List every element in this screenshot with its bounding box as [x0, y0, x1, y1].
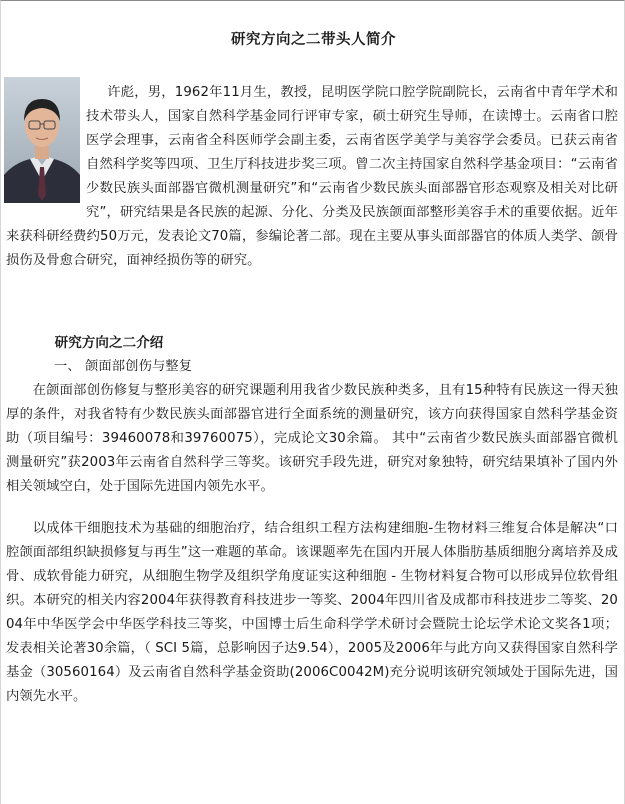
section-block	[6, 331, 618, 709]
page-title: 研究方向之二带头人简介	[231, 32, 396, 48]
bio-paragraph: 许彪，男，1962年11月生，教授，昆明医学院口腔学院副院长，云南省中青年学术和技术带头人，国家自然科学基金同行评审专家，硕士研究生导师，在读博士。云南省口腔医学会理事，云南省全科医师学会副主委，云南省医学美学与美容学会委员。已获云南省自然科学奖等四项、卫生厅科技进步奖三项。曾二次主持国家自然科学基金项目：“云南省少数民族头面部器官微机测量研究”和“云南省少数民族头面部器官形态观察及相关对比研究”，研究结果是各民族的起源、分化、分类及民族颌面部整形美容手术的重要依据。近年来获科研经费约50万元，发表论文70篇，参编论著二部。现在主要从事头面部器官的体质人类学、颌骨损伤及骨愈合研究，面神经损伤等的研究。	[6, 85, 618, 268]
paragraph-spacer	[6, 499, 618, 517]
photo-spacer	[6, 81, 86, 207]
bio-block	[6, 81, 618, 273]
section-heading: 研究方向之二介绍	[54, 335, 164, 351]
paragraph-2: 以成体干细胞技术为基础的细胞治疗，结合组织工程方法构建细胞-生物材料三维复合体是解决“口腔颌面部组织缺损修复与再生”这一难题的革命。该课题率先在国内开展人体脂肪基质细胞分离培养及成骨、成软骨能力研究，从细胞生物学及组织学角度证实这种细胞 - 生物材料复合物可以形成异位软骨组织。本研究的相关内容2004年获得教育科技进步一等奖、2004年四川省及成都市科技进步二等奖、2004年中华医学会中华医学科技三等奖，中国博士后生命科学学术研讨会暨院士论坛学术论文奖各1项；发表相关论著30余篇，（ SCI 5篇，总影响因子达9.54），2005及2006年与此方向又获得国家自然科学基金（30560164）及云南省自然科学基金资助(2006C0042M)充分说明该研究领域处于国际先进，国内领先水平。	[6, 521, 618, 704]
subsection-heading: 一、 颌面部创伤与整复	[53, 359, 193, 374]
paragraph-1: 在颌面部创伤修复与整形美容的研究课题利用我省少数民族种类多，且有15种特有民族这一得天独厚的条件，对我省特有少数民族头面部器官进行全面系统的测量研究，该方向获得国家自然科学基金资助（项目编号：39460078和39760075），完成论文30余篇。 其中“云南省少数民族头面部器官微机测量研究”获2003年云南省自然科学三等奖。该研究手段先进，研究对象独特，研究结果填补了国内外相关领域空白，处于国际先进国内领先水平。	[6, 383, 618, 494]
